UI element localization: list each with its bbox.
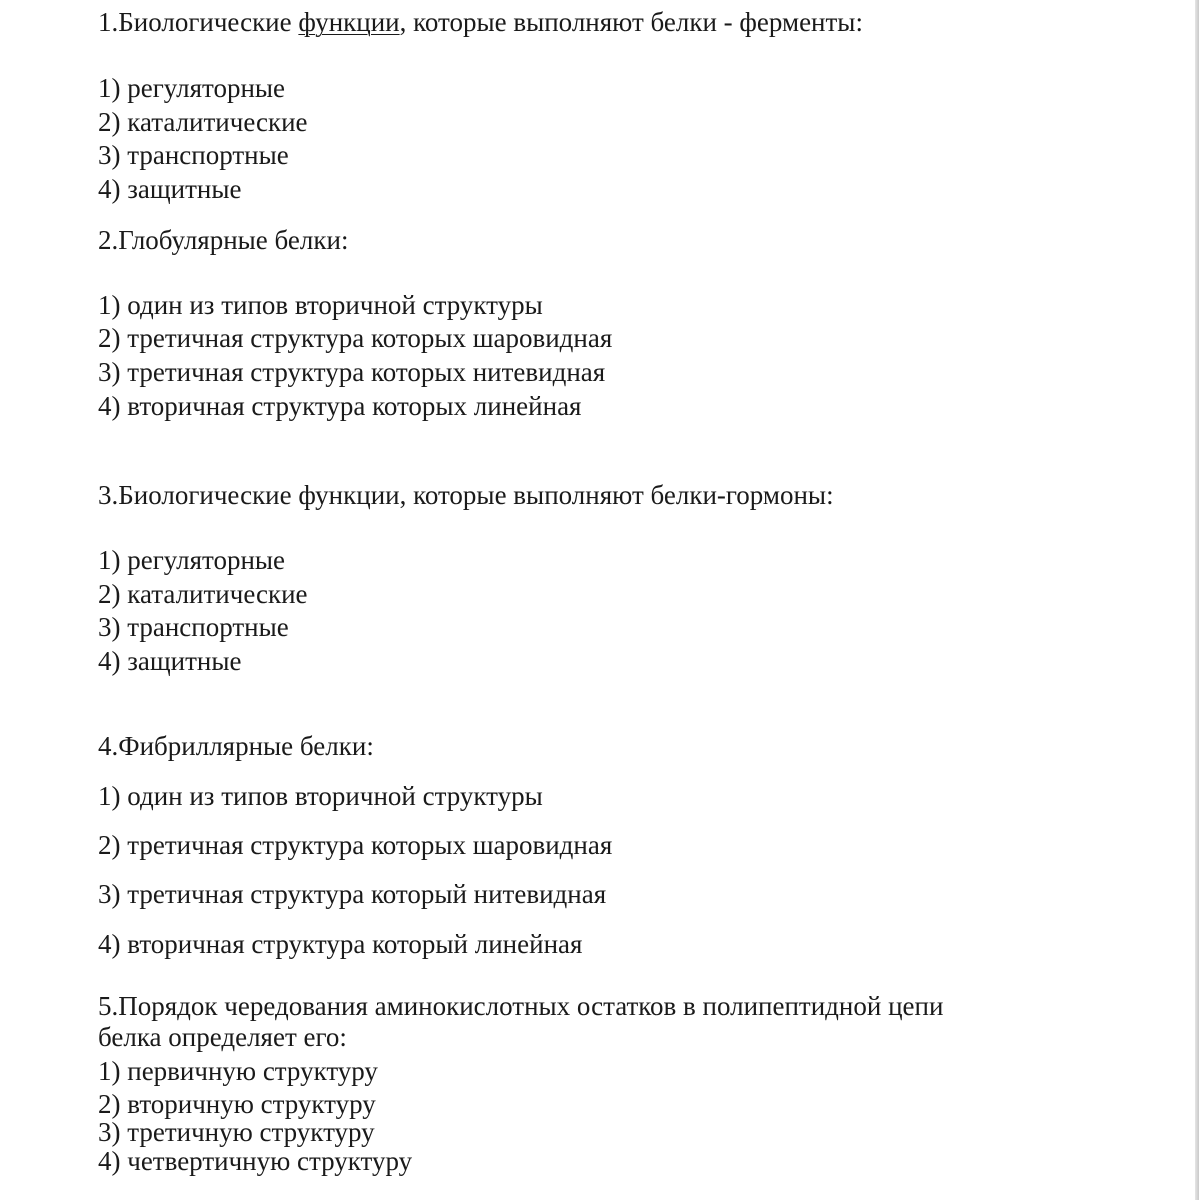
question-2-option-1: 1) один из типов вторичной структуры	[98, 290, 543, 320]
question-3-option-2: 2) каталитические	[98, 579, 308, 609]
question-5-option-2: 2) вторичную структуру	[98, 1089, 376, 1119]
question-5-option-4: 4) четвертичную структуру	[98, 1146, 413, 1176]
question-2-option-3: 3) третичная структура которых нитевидная	[98, 357, 606, 387]
question-1-option-1: 1) регуляторные	[98, 73, 286, 103]
question-2-option-4: 4) вторичная структура которых линейная	[98, 391, 582, 421]
question-5-title-line-1: 5.Порядок чередования аминокислотных остатков в полипептидной цепи	[98, 991, 944, 1021]
question-2-title: 2.Глобулярные белки:	[98, 225, 349, 255]
question-4-title: 4.Фибриллярные белки:	[98, 731, 374, 761]
question-1-title: 1.Биологические функции, которые выполняют белки - ферменты:	[98, 7, 863, 37]
question-3-option-1: 1) регуляторные	[98, 545, 286, 575]
question-5-option-1: 1) первичную структуру	[98, 1056, 378, 1086]
question-1-option-2: 2) каталитические	[98, 107, 308, 137]
question-4-option-1: 1) один из типов вторичной структуры	[98, 781, 543, 811]
question-1-option-3: 3) транспортные	[98, 140, 289, 170]
question-5-option-3: 3) третичную структуру	[98, 1117, 375, 1147]
question-1-option-4: 4) защитные	[98, 174, 242, 204]
question-4-option-3: 3) третичная структура который нитевидная	[98, 879, 607, 909]
question-4-option-4: 4) вторичная структура который линейная	[98, 929, 583, 959]
question-5-title-line-2: белка определяет его:	[98, 1022, 347, 1052]
question-3-title: 3.Биологические функции, которые выполняют белки-гормоны:	[98, 480, 834, 510]
question-2-option-2: 2) третичная структура которых шаровидная	[98, 323, 613, 353]
question-3-option-4: 4) защитные	[98, 646, 242, 676]
page-edge	[1195, 0, 1199, 1200]
question-3-option-3: 3) транспортные	[98, 612, 289, 642]
question-4-option-2: 2) третичная структура которых шаровидная	[98, 830, 613, 860]
